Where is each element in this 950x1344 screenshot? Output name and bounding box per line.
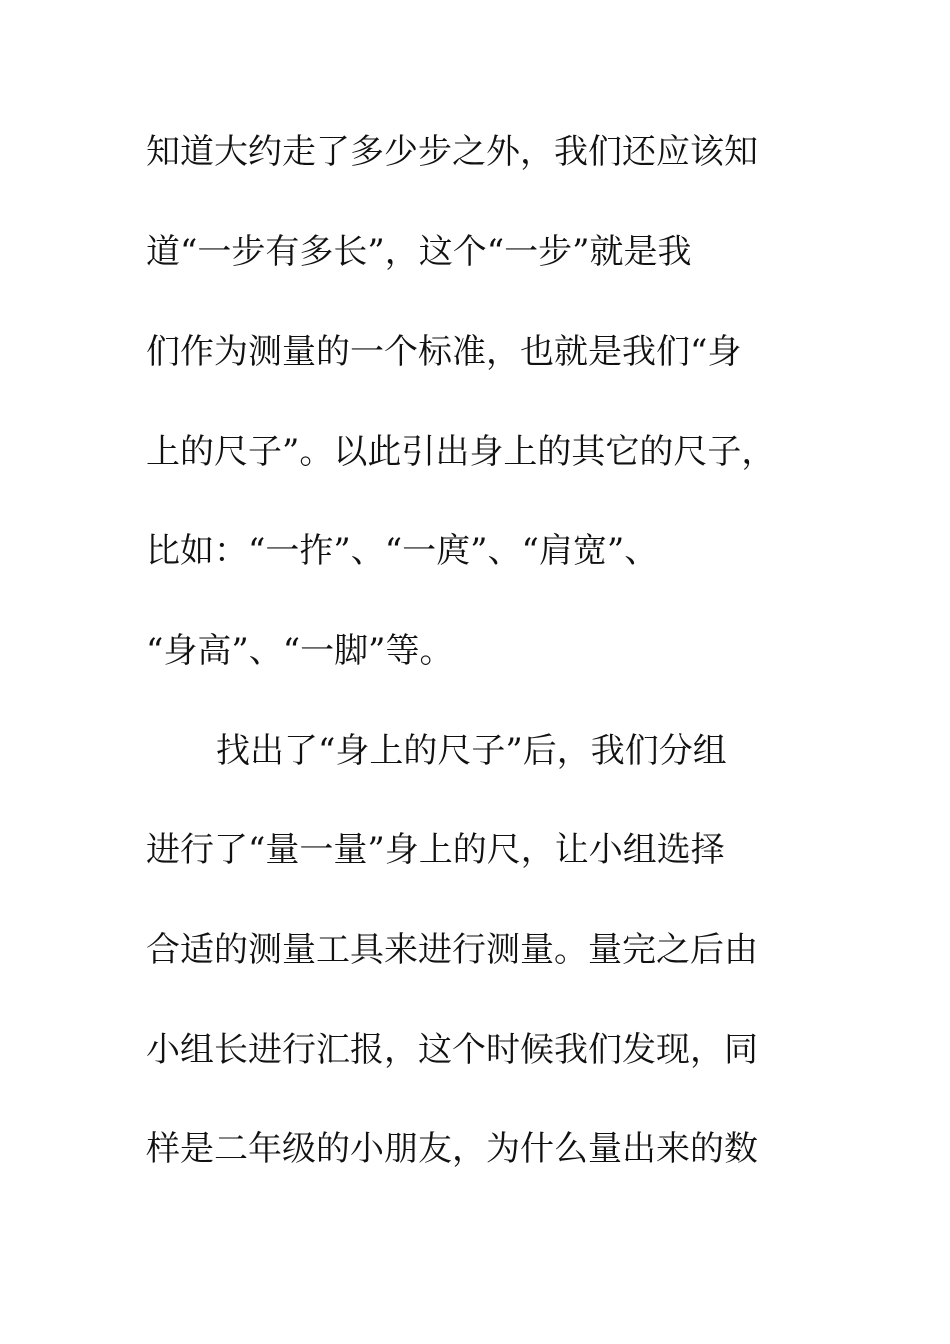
text-line-9: 合适的测量工具来进行测量。量完之后由 [146,930,758,970]
text-line-6: “身高”、“一脚”等。 [146,631,454,671]
text-line-5: 比如：“一拃”、“一庹”、“肩宽”、 [146,531,659,571]
text-line-2: 道“一步有多长”，这个“一步”就是我 [146,232,692,272]
text-line-11: 样是二年级的小朋友，为什么量出来的数 [146,1129,758,1169]
paragraph-start-line: 找出了“身上的尺子”后，我们分组 [216,731,727,771]
text-line-8: 进行了“量一量”身上的尺，让小组选择 [146,830,725,870]
text-line-1: 知道大约走了多少步之外，我们还应该知 [146,132,758,172]
text-line-3: 们作为测量的一个标准，也就是我们“身 [146,332,742,372]
text-line-10: 小组长进行汇报，这个时候我们发现，同 [146,1030,758,1070]
text-line-4: 上的尺子”。以此引出身上的其它的尺子， [146,432,776,472]
